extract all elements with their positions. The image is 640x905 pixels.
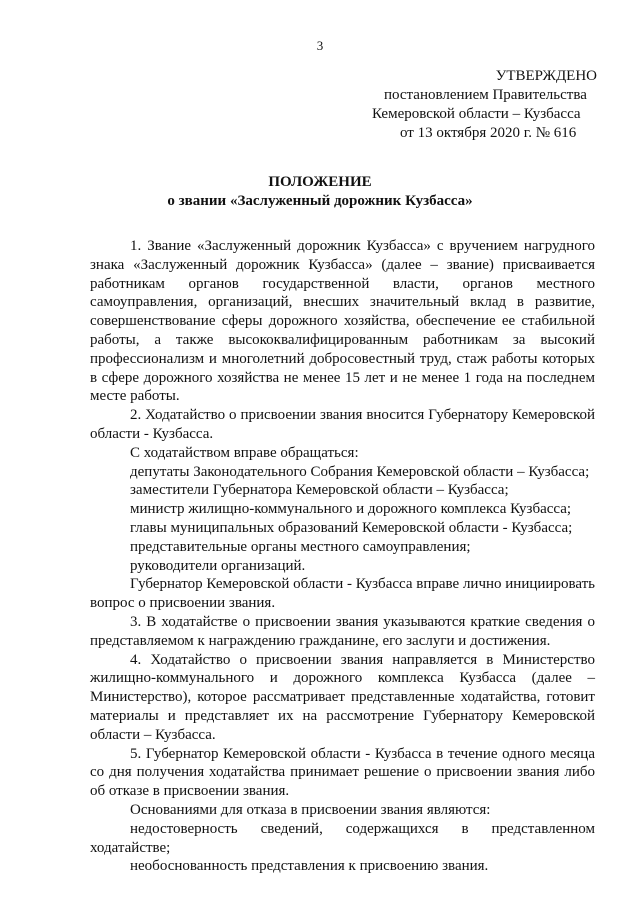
- paragraph-4: депутаты Законодательного Собрания Кемеровской области – Кузбасса;: [130, 463, 590, 480]
- title-main: ПОЛОЖЕНИЕ: [268, 174, 372, 190]
- title-sub: о звании «Заслуженный дорожник Кузбасса»: [167, 193, 473, 209]
- paragraph-15: недостоверность сведений, содержащихся в представленном ходатайстве;: [90, 820, 595, 856]
- paragraph-8: представительные органы местного самоуправления;: [130, 538, 471, 555]
- paragraph-5: заместители Губернатора Кемеровской области – Кузбасса;: [130, 482, 509, 499]
- approval-line-3: от 13 октября 2020 г. № 616: [400, 125, 577, 141]
- paragraph-10: Губернатор Кемеровской области - Кузбасса вправе лично инициировать вопрос о присвоении звания.: [90, 576, 595, 612]
- paragraph-14: Основаниями для отказа в присвоении звания являются:: [130, 801, 491, 818]
- page-number: 3: [316, 38, 324, 53]
- paragraph-12: 4. Ходатайство о присвоении звания направляется в Министерство жилищно-коммунального и дорожного комплекса Кузбасса (далее – Министерство), которое рассматривает представленные ходатайства, готовит материалы и представляет их на рассмотрение Губернатору Кемеровской области – Кузбасса.: [90, 651, 595, 743]
- approval-line-1: постановлением Правительства: [384, 87, 587, 103]
- document-body: [90, 237, 595, 876]
- document-title: [0, 173, 640, 211]
- approval-stamp: [372, 67, 612, 143]
- paragraph-11: 3. В ходатайстве о присвоении звания указываются краткие сведения о представляемом к награждению гражданине, его заслуги и достижения.: [90, 613, 595, 649]
- approval-title: УТВЕРЖДЕНО: [495, 68, 597, 84]
- paragraph-7: главы муниципальных образований Кемеровской области - Кузбасса;: [130, 519, 573, 536]
- paragraph-13: 5. Губернатор Кемеровской области - Кузбасса в течение одного месяца со дня получения ходатайства принимает решение о присвоении звания либо об отказе в присвоении звания.: [90, 745, 595, 800]
- paragraph-6: министр жилищно-коммунального и дорожного комплекса Кузбасса;: [130, 501, 572, 518]
- paragraph-2: 2. Ходатайство о присвоении звания вносится Губернатору Кемеровской области - Кузбасса.: [90, 407, 595, 442]
- paragraph-9: руководители организаций.: [130, 557, 306, 574]
- approval-line-2: Кемеровской области – Кузбасса: [372, 106, 581, 122]
- paragraph-3: С ходатайством вправе обращаться:: [130, 444, 359, 461]
- paragraph-16: необоснованность представления к присвоению звания.: [130, 858, 489, 875]
- paragraph-1: 1. Звание «Заслуженный дорожник Кузбасса» с вручением нагрудного знака «Заслуженный дорожник Кузбасса» (далее – звание) присваивается работникам органов государственной власти, органов местного самоуправления, организаций, внесших значительный вклад в развитие, совершенствование сферы дорожного хозяйства, обеспечение ее стабильной работы, а также высококвалифицированным работникам за высокий профессионализм и многолетний добросовестный труд, стаж работы которых в сфере дорожного хозяйства не менее 15 лет и не менее 1 года на последнем месте работы.: [90, 238, 595, 405]
